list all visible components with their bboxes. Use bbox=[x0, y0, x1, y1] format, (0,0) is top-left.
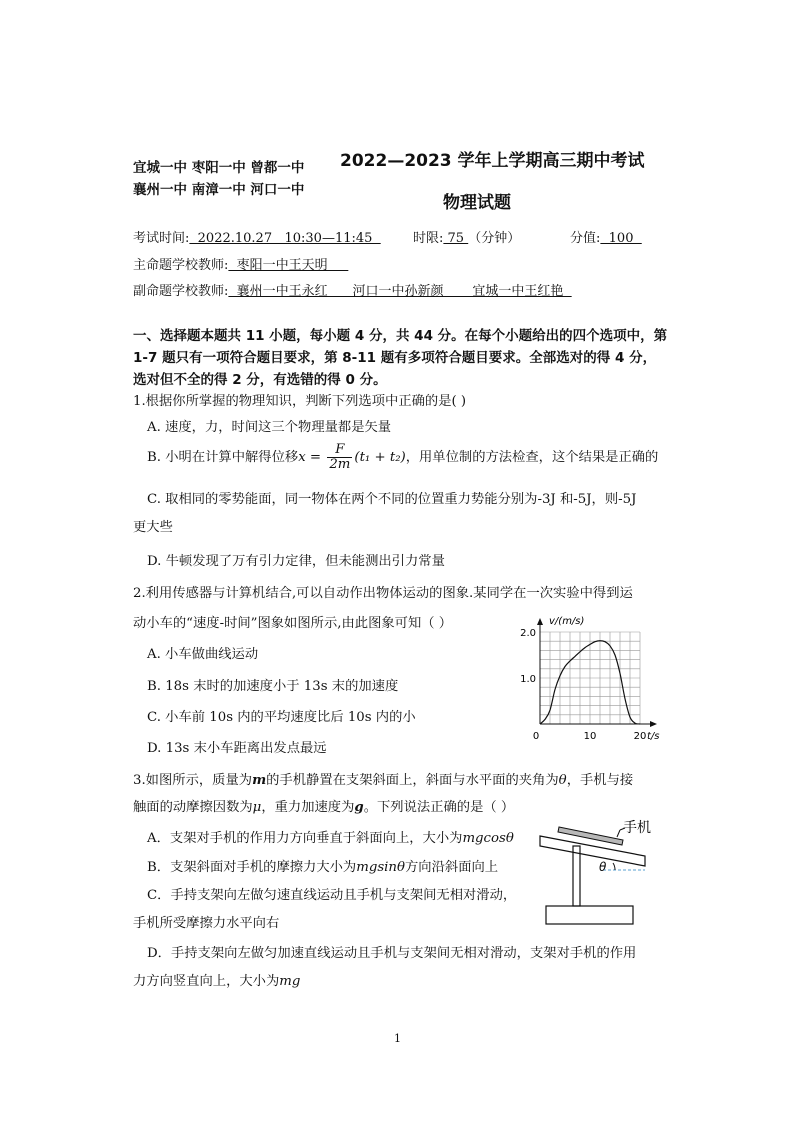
q3-stem2-mid: ，重力加速度为 bbox=[261, 800, 355, 815]
chart-grid bbox=[540, 632, 640, 724]
schools-line-1: 宜城一中 枣阳一中 曾都一中 bbox=[133, 160, 305, 176]
q3-option-a bbox=[147, 827, 514, 846]
velocity-time-chart bbox=[505, 612, 675, 742]
vice-label: 副命题学校教师: bbox=[133, 284, 229, 299]
q2-option-d: D. 13s 末小车距离出发点最远 bbox=[147, 741, 327, 756]
q3-stem1-mid: 的手机静置在支架斜面上，斜面与水平面的夹角为 bbox=[266, 773, 559, 788]
q3-option-b bbox=[147, 856, 498, 875]
section-line-1: 一、选择题本题共 11 小题，每小题 4 分，共 44 分。在每个小题给出的四个选项中，第 bbox=[133, 328, 668, 344]
phone-label: 手机 bbox=[623, 820, 651, 836]
schools-line-2: 襄州一中 南漳一中 河口一中 bbox=[133, 182, 305, 198]
q1-option-d: D. 牛顿发现了万有引力定律，但未能测出引力常量 bbox=[147, 554, 445, 569]
q2-option-a: A. 小车做曲线运动 bbox=[147, 647, 259, 662]
q2-option-c: C. 小车前 10s 内的平均速度比后 10s 内的小 bbox=[147, 710, 416, 725]
q3-stem1-pre: 3.如图所示，质量为 bbox=[133, 773, 253, 788]
q3-option-c-line2: 手机所受摩擦力水平向右 bbox=[133, 916, 280, 931]
q1-b-post: ，用单位制的方法检查，这个结果是正确的 bbox=[405, 450, 659, 465]
x-tick-10: 10 bbox=[583, 731, 597, 742]
q1-option-b bbox=[147, 443, 658, 472]
q3-option-c-line1: C．手持支架向左做匀速直线运动且手机与支架间无相对滑动， bbox=[147, 888, 517, 903]
chief-value: 枣阳一中王天明 bbox=[228, 258, 349, 273]
angle-arc bbox=[613, 863, 615, 870]
limit-value: 75 bbox=[443, 231, 469, 246]
stand-base bbox=[546, 906, 633, 924]
section-line-3: 选对但不全的得 2 分，有选错的得 0 分。 bbox=[133, 372, 387, 388]
q3-a-text: A．支架对手机的作用力方向垂直于斜面向上，大小为 bbox=[147, 831, 463, 846]
x-tick-0: 0 bbox=[532, 731, 540, 742]
section-line-2: 1-7 题只有一项符合题目要求，第 8-11 题有多项符合题目要求。全部选对的得 4 分， bbox=[133, 350, 657, 366]
q3-option-d-line1: D．手持支架向左做匀加速直线运动且手机与支架间无相对滑动，支架对手机的作用 bbox=[147, 946, 637, 961]
q1-stem: 1.根据你所掌握的物理知识，判断下列选项中正确的是( ) bbox=[133, 394, 467, 409]
q1-b-fraction bbox=[327, 443, 352, 472]
q1-b-numerator: F bbox=[327, 443, 352, 458]
q3-b-post: 方向沿斜面向上 bbox=[405, 860, 499, 875]
chart-ylabel: v/(m/s) bbox=[549, 616, 585, 627]
q3-g-symbol: g bbox=[354, 800, 364, 815]
info-score-row bbox=[570, 227, 642, 246]
q3-a-math: mgcosθ bbox=[462, 831, 514, 846]
q1-b-pre: B. 小明在计算中解得位移 bbox=[147, 450, 299, 465]
info-vice-row bbox=[133, 280, 572, 299]
q3-theta-symbol: θ bbox=[558, 773, 567, 788]
y-tick-1: 1.0 bbox=[520, 674, 536, 685]
limit-unit: （分钟） bbox=[468, 231, 521, 246]
q3-stem1-post: ，手机与接 bbox=[566, 773, 634, 788]
q1-b-x: x bbox=[298, 450, 306, 465]
q3-option-d-line2 bbox=[133, 970, 300, 989]
y-tick-2: 2.0 bbox=[520, 628, 536, 639]
x-axis-arrow bbox=[650, 721, 657, 727]
q2-stem-line2: 动小车的“速度-时间”图象如图所示,由此图象可知（ ） bbox=[133, 616, 453, 631]
time-label: 考试时间: bbox=[133, 231, 190, 246]
q3-d2-text: 力方向竖直向上，大小为 bbox=[133, 974, 280, 989]
q3-b-math: mgsinθ bbox=[356, 860, 406, 875]
limit-label: 时限: bbox=[413, 231, 444, 246]
phone-stand-figure bbox=[535, 818, 665, 930]
q3-d2-math: mg bbox=[279, 974, 301, 989]
q2-option-b: B. 18s 末时的加速度小于 13s 末的加速度 bbox=[147, 679, 399, 694]
q3-mass-symbol: m bbox=[252, 773, 267, 788]
label-pointer bbox=[617, 830, 620, 837]
info-chief-row bbox=[133, 254, 348, 273]
x-tick-20: 20 bbox=[633, 731, 647, 742]
info-limit-row bbox=[413, 227, 520, 246]
y-axis-arrow bbox=[537, 618, 543, 625]
chief-label: 主命题学校教师: bbox=[133, 258, 229, 273]
page-number: 1 bbox=[394, 1032, 401, 1045]
q3-stem-line1 bbox=[133, 769, 633, 788]
score-label: 分值: bbox=[570, 231, 601, 246]
q2-stem-line1: 2.利用传感器与计算机结合,可以自动作出物体运动的图象.某同学在一次实验中得到运 bbox=[133, 586, 633, 601]
q3-b-text: B．支架斜面对手机的摩擦力大小为 bbox=[147, 860, 357, 875]
phone-shape bbox=[558, 827, 623, 845]
q1-option-a: A. 速度，力，时间这三个物理量都是矢量 bbox=[147, 420, 392, 435]
q3-mu-symbol: μ bbox=[252, 800, 262, 815]
q1-option-c-line2: 更大些 bbox=[133, 520, 173, 535]
score-value: 100 bbox=[600, 231, 642, 246]
q3-stem-line2 bbox=[133, 796, 514, 815]
angle-theta: θ bbox=[599, 860, 607, 874]
vice-value: 襄州一中王永红 河口一中孙新颜 宜城一中王红艳 bbox=[228, 284, 572, 299]
q1-option-c-line1: C. 取相同的零势能面，同一物体在两个不同的位置重力势能分别为-3J 和-5J，则-5J bbox=[147, 492, 637, 507]
info-time-row bbox=[133, 227, 381, 246]
exam-subtitle: 物理试题 bbox=[443, 193, 511, 213]
chart-xlabel: t/s bbox=[647, 731, 660, 742]
q3-stem2-pre: 触面的动摩擦因数为 bbox=[133, 800, 253, 815]
exam-title: 2022—2023 学年上学期高三期中考试 bbox=[340, 151, 645, 171]
q1-b-eq: = bbox=[305, 450, 326, 465]
stand-incline bbox=[540, 836, 645, 866]
q1-b-paren: (t₁ + t₂) bbox=[354, 450, 406, 465]
q1-b-denominator: 2m bbox=[329, 457, 351, 472]
stand-post bbox=[573, 846, 580, 906]
q3-stem2-post: 。下列说法正确的是（ ） bbox=[363, 800, 515, 815]
time-value: 2022.10.27 10:30—11:45 bbox=[189, 231, 381, 246]
